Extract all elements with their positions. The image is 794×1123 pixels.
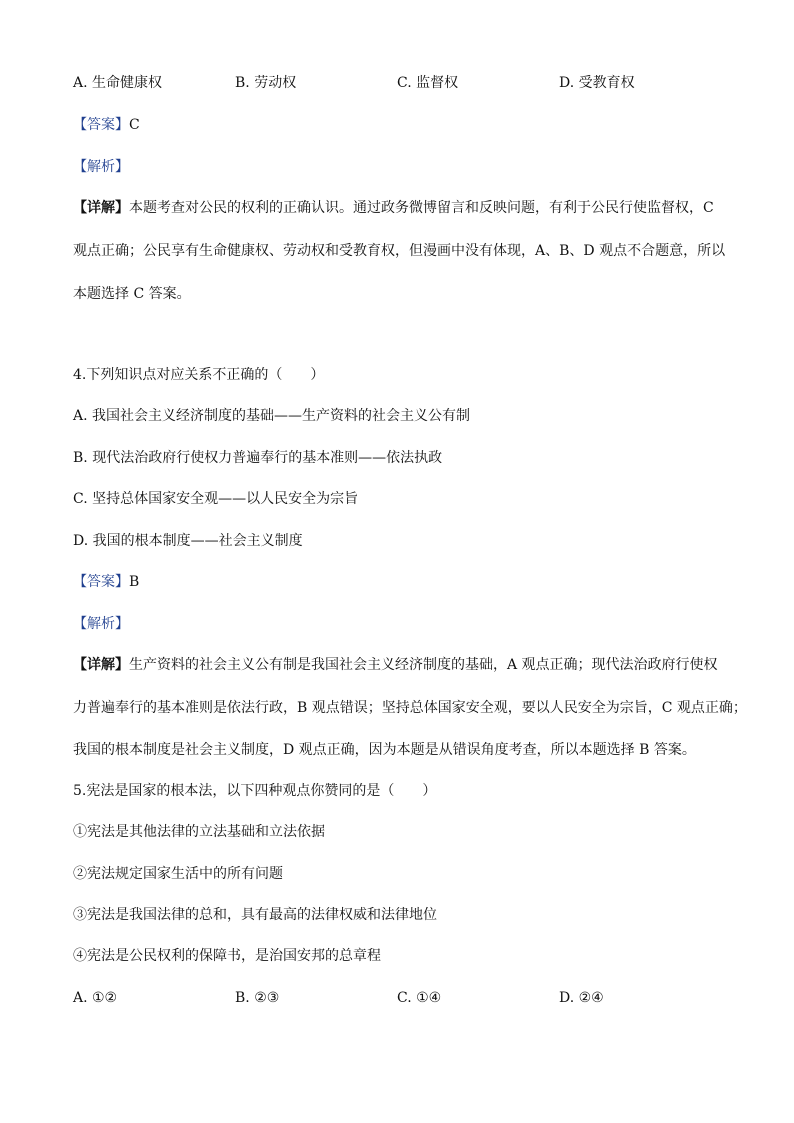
q5-statement-2: ②宪法规定国家生活中的所有问题 (73, 866, 283, 882)
detail-tag: 【详解】 (73, 657, 129, 673)
q4-option-b: B. 现代法治政府行使权力普遍奉行的基本准则——依法执政 (73, 450, 443, 466)
q4-analysis-heading (73, 614, 129, 634)
detail-text: 生产资料的社会主义公有制是我国社会主义经济制度的基础，A 观点正确；现代法治政府行使权 (129, 657, 718, 673)
q5-statement-4: ④宪法是公民权利的保障书，是治国安邦的总章程 (73, 948, 381, 964)
answer-tag: 【答案】 (73, 117, 129, 133)
q5-option-b: B. ②③ (235, 990, 280, 1006)
analysis-tag: 【解析】 (73, 616, 129, 632)
q3-answer (73, 115, 140, 135)
q4-detail-line-3: 我国的根本制度是社会主义制度，D 观点正确，因为本题是从错误角度考查，所以本题选择 B 答案。 (73, 742, 696, 758)
q4-detail-line-1 (73, 655, 718, 675)
q4-option-c: C. 坚持总体国家安全观——以人民安全为宗旨 (73, 491, 359, 507)
q5-stem: 5.宪法是国家的根本法，以下四种观点你赞同的是（ ） (73, 783, 437, 799)
q5-option-c: C. ①④ (397, 990, 442, 1006)
q3-option-b: B. 劳动权 (235, 75, 297, 91)
q3-detail-line-2: 观点正确；公民享有生命健康权、劳动权和受教育权，但漫画中没有体现，A、B、D 观点不合题意，所以 (73, 243, 726, 259)
q4-option-a: A. 我国社会主义经济制度的基础——生产资料的社会主义公有制 (73, 408, 471, 424)
detail-text: 本题考查对公民的权利的正确认识。通过政务微博留言和反映问题，有利于公民行使监督权，C (129, 200, 714, 216)
q4-option-d: D. 我国的根本制度——社会主义制度 (73, 533, 303, 549)
detail-tag: 【详解】 (73, 200, 129, 216)
q5-statement-3: ③宪法是我国法律的总和，具有最高的法律权威和法律地位 (73, 907, 437, 923)
answer-value: B (129, 574, 140, 590)
answer-value: C (129, 117, 140, 133)
q5-option-d: D. ②④ (559, 990, 604, 1006)
q3-detail-line-1 (73, 198, 714, 218)
q4-stem: 4.下列知识点对应关系不正确的（ ） (73, 367, 325, 383)
q5-statement-1: ①宪法是其他法律的立法基础和立法依据 (73, 824, 325, 840)
analysis-tag: 【解析】 (73, 159, 129, 175)
q3-analysis-heading (73, 157, 129, 177)
q3-detail-line-3: 本题选择 C 答案。 (73, 286, 191, 302)
q3-option-d: D. 受教育权 (559, 75, 635, 91)
q4-answer (73, 572, 139, 592)
q5-option-a: A. ①② (73, 990, 118, 1006)
answer-tag: 【答案】 (73, 574, 129, 590)
q3-option-a: A. 生命健康权 (73, 75, 163, 91)
q4-detail-line-2: 力普遍奉行的基本准则是依法行政，B 观点错误；坚持总体国家安全观，要以人民安全为宗旨，C 观点正确； (73, 700, 747, 716)
q3-option-c: C. 监督权 (397, 75, 459, 91)
